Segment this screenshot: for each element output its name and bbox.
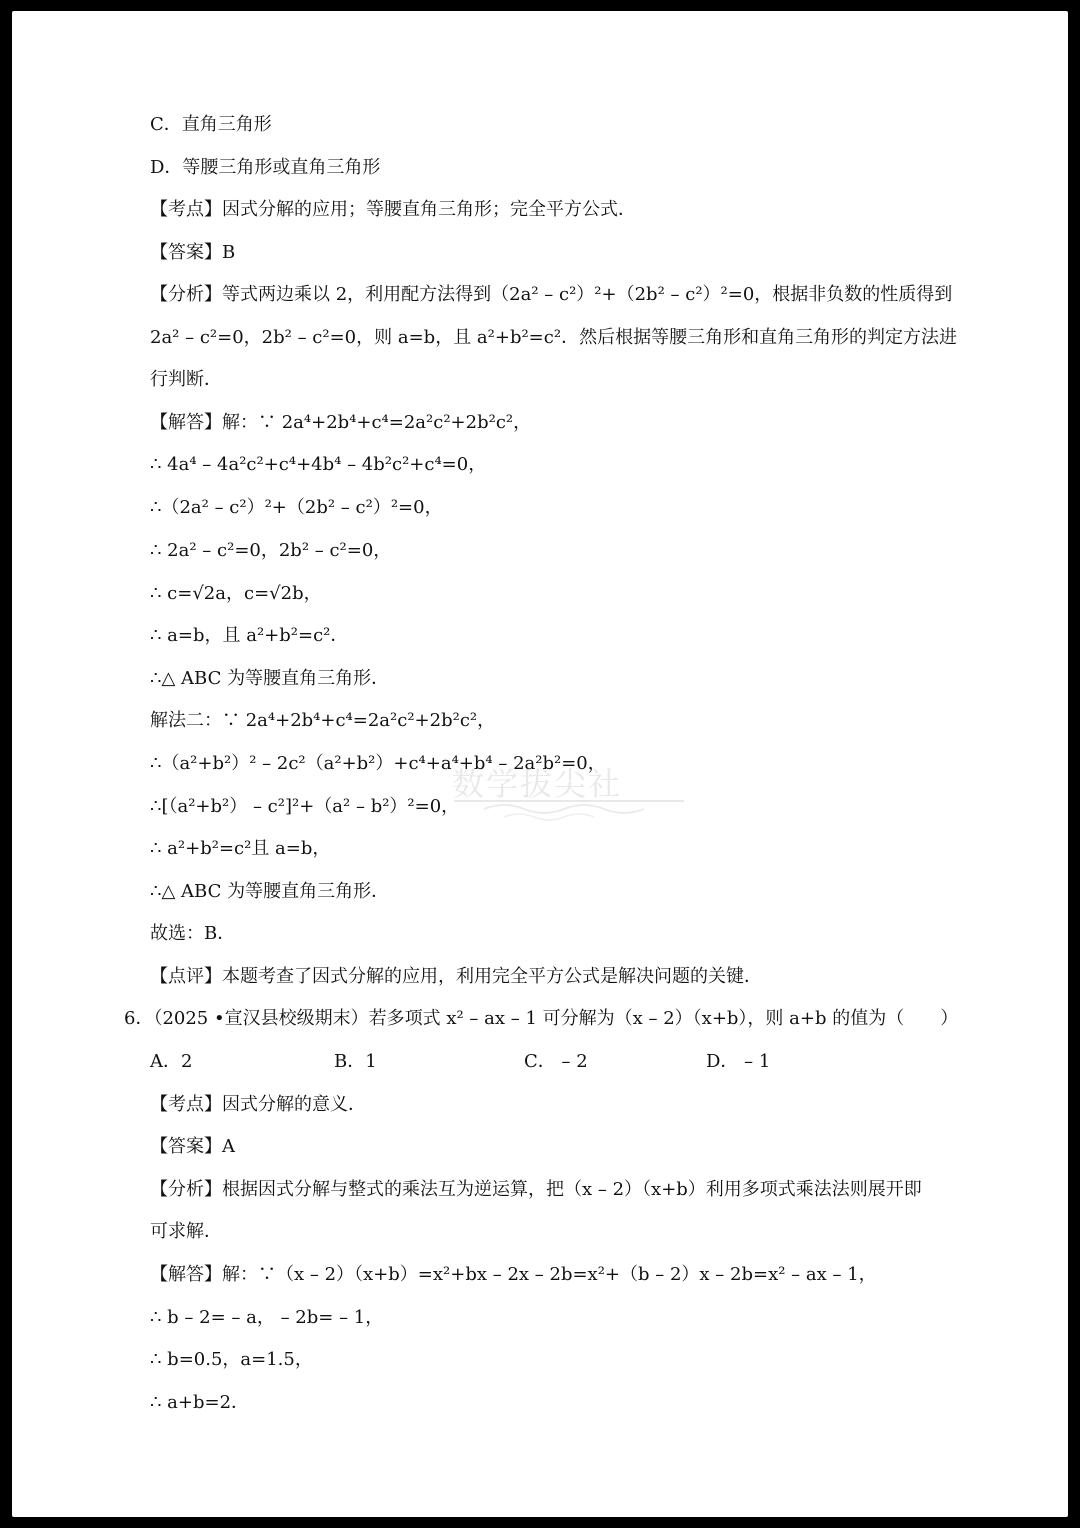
q6-solution-line-1: 【解答】解：∵（x – 2）（x+b）=x²+bx – 2x – 2b=x²+（b – 2）x – 2b=x² – ax – 1，	[150, 1264, 877, 1285]
choice-line: 故选：B．	[150, 923, 236, 944]
option-d: D． – 1	[706, 1051, 771, 1072]
solution-line-6: ∴ a=b，且 a²+b²=c²．	[150, 625, 349, 646]
method2-line-3: ∴[（a²+b²） – c²]²+（a² – b²）²=0，	[150, 796, 460, 817]
solution-line-4: ∴ 2a² – c²=0，2b² – c²=0，	[150, 540, 392, 561]
question-6-options	[150, 1050, 770, 1074]
answer-line: 【答案】B	[150, 242, 236, 263]
kaodian-line: 【考点】因式分解的应用；等腰直角三角形；完全平方公式．	[150, 199, 636, 220]
q6-solution-line-3: ∴ b=0.5，a=1.5，	[150, 1349, 313, 1370]
option-c: C． – 2	[524, 1051, 588, 1072]
method2-line-2: ∴（a²+b²）² – 2c²（a²+b²）+c⁴+a⁴+b⁴ – 2a²b²=0，	[150, 753, 606, 774]
option-a: A．2	[150, 1051, 193, 1072]
solution-line-5: ∴ c=√2a，c=√2b，	[150, 583, 322, 604]
solution-line-2: ∴ 4a⁴ – 4a²c²+c⁴+4b⁴ – 4b²c²+c⁴=0，	[150, 454, 487, 475]
q6-solution-line-4: ∴ a+b=2．	[150, 1392, 250, 1413]
method2-line-4: ∴ a²+b²=c²且 a=b，	[150, 838, 331, 859]
option-b: B．1	[334, 1051, 377, 1072]
analysis-line-1: 【分析】等式两边乘以 2，利用配方法得到（2a² – c²）²+（2b² – c²）²=0，根据非负数的性质得到	[150, 284, 953, 305]
q6-analysis-line-2: 可求解．	[150, 1221, 222, 1242]
method2-line-1: 解法二：∵ 2a⁴+2b⁴+c⁴=2a²c²+2b²c²，	[150, 710, 496, 731]
solution-line-1: 【解答】解：∵ 2a⁴+2b⁴+c⁴=2a²c²+2b²c²，	[150, 412, 532, 433]
q6-kaodian-line: 【考点】因式分解的意义．	[150, 1094, 366, 1115]
analysis-line-3: 行判断．	[150, 369, 222, 390]
document-page	[12, 11, 1068, 1517]
solution-line-3: ∴（2a² – c²）²+（2b² – c²）²=0，	[150, 497, 443, 518]
q6-analysis-line-1: 【分析】根据因式分解与整式的乘法互为逆运算，把（x – 2）（x+b）利用多项式乘法法则展开即	[150, 1179, 922, 1200]
q6-answer-line: 【答案】A	[150, 1136, 235, 1157]
option-d-text: D．等腰三角形或直角三角形	[150, 157, 381, 178]
option-c-text: C．直角三角形	[150, 114, 272, 135]
watermark	[444, 755, 694, 825]
watermark-text: 数学拔尖社	[452, 765, 623, 803]
q6-solution-line-2: ∴ b – 2= – a， – 2b= – 1，	[150, 1307, 384, 1328]
solution-line-7: ∴△ ABC 为等腰直角三角形．	[150, 668, 390, 689]
watermark-ornament-icon	[444, 755, 694, 825]
analysis-line-2: 2a² – c²=0，2b² – c²=0，则 a=b，且 a²+b²=c²．然后根据等腰三角形和直角三角形的判定方法进	[150, 327, 958, 348]
question-6: 6．（2025 •宣汉县校级期末）若多项式 x² – ax – 1 可分解为（x – 2）（x+b），则 a+b 的值为（ ）	[124, 1008, 959, 1029]
comment-line: 【点评】本题考查了因式分解的应用，利用完全平方公式是解决问题的关键．	[150, 966, 762, 987]
method2-line-5: ∴△ ABC 为等腰直角三角形．	[150, 881, 390, 902]
